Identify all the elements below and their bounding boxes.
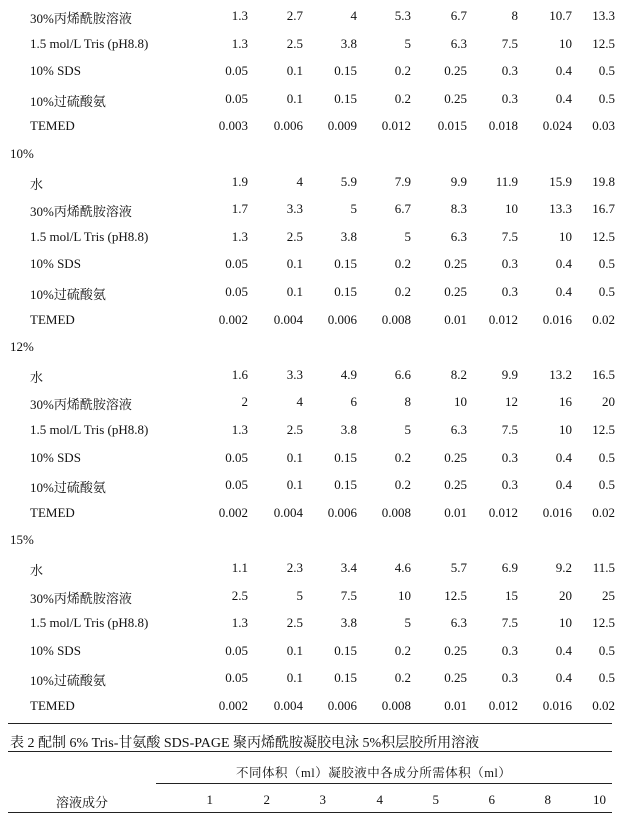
value-cell: 3.8 — [340, 228, 357, 244]
value-cell: 10 — [398, 587, 411, 603]
value-cell: 0.05 — [225, 256, 248, 272]
value-cell: 5 — [296, 587, 303, 603]
component-label: 10%过硫酸氨 — [30, 93, 106, 109]
value-cell: 2.7 — [286, 8, 303, 23]
value-cell: 6 — [350, 394, 357, 410]
value-cell: 3.8 — [340, 422, 357, 437]
value-cell: 0.3 — [501, 284, 518, 299]
component-label: 10%过硫酸氨 — [30, 480, 106, 496]
volume-span-header: 不同体积（ml）凝胶液中各成分所需体积（ml） — [236, 766, 512, 780]
table2-caption: 表 2 配制 6% Tris-甘氨酸 SDS-PAGE 聚丙烯酰胺凝胶电泳 5%积层胶所用溶液 — [10, 736, 480, 751]
value-cell: 0.2 — [394, 670, 411, 686]
value-cell: 4.9 — [340, 366, 357, 382]
value-cell: 0.15 — [334, 670, 357, 686]
value-cell: 0.002 — [218, 504, 248, 520]
value-cell: 9.9 — [450, 173, 467, 189]
value-cell: 0.5 — [598, 90, 615, 106]
value-cell: 0.01 — [444, 311, 467, 327]
value-cell: 8.2 — [450, 366, 467, 382]
value-cell: 2.5 — [286, 35, 303, 51]
component-label: TEMED — [30, 504, 75, 520]
value-cell: 0.1 — [286, 284, 303, 299]
value-cell: 0.4 — [555, 670, 572, 686]
value-cell: 12.5 — [592, 228, 615, 244]
value-cell: 1.3 — [231, 228, 248, 244]
component-label: 10%过硫酸氨 — [30, 287, 106, 302]
value-cell: 16 — [559, 394, 572, 410]
value-cell: 10 — [559, 615, 572, 631]
table-row — [0, 666, 633, 694]
value-cell: 6.3 — [450, 35, 467, 51]
table-row — [0, 252, 633, 280]
value-cell: 5.7 — [450, 560, 467, 575]
value-cell: 1.7 — [231, 201, 248, 217]
value-cell: 7.5 — [501, 615, 518, 631]
table-row — [0, 418, 633, 446]
table-row — [0, 473, 633, 501]
value-cell: 0.02 — [592, 504, 615, 520]
component-label: 水 — [30, 369, 44, 385]
value-cell: 0.05 — [225, 477, 248, 493]
component-label: 水 — [30, 563, 44, 578]
value-cell: 0.4 — [555, 63, 572, 79]
table2-header-rule — [156, 783, 612, 784]
value-cell: 0.01 — [444, 504, 467, 520]
table-row — [0, 4, 633, 32]
value-cell: 5 — [350, 201, 357, 217]
value-cell: 0.1 — [286, 90, 303, 106]
value-cell: 0.004 — [273, 698, 303, 713]
value-cell: 0.15 — [334, 642, 357, 658]
value-cell: 2.5 — [231, 587, 248, 603]
component-label: 30%丙烯酰胺溶液 — [30, 397, 132, 413]
value-cell: 0.4 — [555, 477, 572, 493]
value-cell: 19.8 — [592, 173, 615, 189]
value-cell: 0.003 — [218, 118, 248, 134]
component-label: 1.5 mol/L Tris (pH8.8) — [30, 228, 149, 244]
value-cell: 5 — [404, 615, 411, 631]
table-row — [0, 390, 633, 418]
value-cell: 0.015 — [437, 118, 467, 134]
value-cell: 9.9 — [501, 366, 518, 382]
value-cell: 9.2 — [555, 560, 572, 575]
value-cell: 8 — [404, 394, 411, 410]
value-cell: 0.5 — [598, 477, 615, 493]
value-cell: 0.002 — [218, 698, 248, 713]
component-label: 30%丙烯酰胺溶液 — [30, 204, 132, 220]
value-cell: 0.3 — [501, 90, 518, 106]
table-row — [0, 694, 633, 722]
value-cell: 16.7 — [592, 201, 615, 217]
value-cell: 0.4 — [555, 284, 572, 299]
volume-column-header: 5 — [432, 792, 439, 807]
value-cell: 10 — [454, 394, 467, 410]
value-cell: 6.9 — [501, 560, 518, 575]
value-cell: 0.006 — [273, 118, 303, 134]
value-cell: 4 — [296, 173, 303, 189]
table-row — [0, 59, 633, 87]
value-cell: 0.1 — [286, 477, 303, 493]
value-cell: 1.3 — [231, 8, 248, 23]
value-cell: 0.5 — [598, 670, 615, 686]
table-row — [0, 584, 633, 612]
value-cell: 0.004 — [273, 311, 303, 327]
component-label: TEMED — [30, 118, 75, 134]
value-cell: 0.3 — [501, 670, 518, 686]
value-cell: 1.9 — [231, 173, 248, 189]
value-cell: 3.8 — [340, 615, 357, 631]
value-cell: 0.25 — [444, 477, 467, 493]
volume-column-header: 2 — [263, 792, 270, 807]
value-cell: 2.3 — [286, 560, 303, 575]
component-label: 10% SDS — [30, 63, 81, 79]
group-label: 12% — [10, 339, 34, 355]
value-cell: 7.5 — [501, 228, 518, 244]
value-cell: 0.05 — [225, 642, 248, 658]
value-cell: 10 — [559, 35, 572, 51]
value-cell: 13.3 — [592, 8, 615, 23]
value-cell: 13.3 — [549, 201, 572, 217]
value-cell: 0.15 — [334, 63, 357, 79]
value-cell: 0.2 — [394, 449, 411, 465]
component-label: 10%过硫酸氨 — [30, 673, 106, 689]
value-cell: 15 — [505, 587, 518, 603]
value-cell: 11.5 — [592, 560, 615, 575]
component-label: 10% SDS — [30, 642, 81, 658]
value-cell: 0.002 — [218, 311, 248, 327]
value-cell: 12.5 — [592, 35, 615, 51]
value-cell: 0.024 — [542, 118, 572, 134]
value-cell: 1.3 — [231, 422, 248, 437]
value-cell: 6.7 — [394, 201, 411, 217]
value-cell: 0.1 — [286, 63, 303, 79]
value-cell: 0.012 — [488, 504, 518, 520]
value-cell: 0.012 — [381, 118, 411, 134]
value-cell: 0.016 — [542, 698, 572, 713]
value-cell: 0.012 — [488, 698, 518, 713]
value-cell: 4.6 — [394, 560, 411, 575]
value-cell: 4 — [296, 394, 303, 410]
table-row — [0, 639, 633, 667]
value-cell: 0.008 — [381, 504, 411, 520]
table-row — [0, 170, 633, 198]
value-cell: 5 — [404, 35, 411, 51]
table-row — [0, 280, 633, 308]
value-cell: 0.5 — [598, 284, 615, 299]
value-cell: 3.8 — [340, 35, 357, 51]
table-row — [0, 87, 633, 115]
value-cell: 6.3 — [450, 615, 467, 631]
value-cell: 10 — [559, 422, 572, 437]
component-label: 30%丙烯酰胺溶液 — [30, 590, 132, 606]
value-cell: 1.3 — [231, 615, 248, 631]
group-label: 10% — [10, 146, 34, 161]
table-bottom-rule — [8, 723, 612, 724]
value-cell: 7.5 — [340, 587, 357, 603]
value-cell: 0.2 — [394, 90, 411, 106]
value-cell: 0.05 — [225, 670, 248, 686]
value-cell: 0.05 — [225, 449, 248, 465]
value-cell: 10 — [559, 228, 572, 244]
component-header: 溶液成分 — [56, 795, 109, 810]
value-cell: 0.3 — [501, 477, 518, 493]
value-cell: 0.016 — [542, 311, 572, 327]
table-row — [0, 446, 633, 474]
volume-column-header: 3 — [319, 792, 326, 807]
value-cell: 0.008 — [381, 311, 411, 327]
gel-percentage-group-row — [0, 142, 633, 170]
value-cell: 7.5 — [501, 35, 518, 51]
value-cell: 0.02 — [592, 698, 615, 713]
value-cell: 0.02 — [592, 311, 615, 327]
value-cell: 0.5 — [598, 642, 615, 658]
volume-column-header: 4 — [376, 792, 383, 807]
value-cell: 0.15 — [334, 90, 357, 106]
value-cell: 4 — [350, 8, 357, 23]
value-cell: 0.004 — [273, 504, 303, 520]
value-cell: 0.1 — [286, 670, 303, 686]
value-cell: 10 — [505, 201, 518, 217]
value-cell: 6.3 — [450, 228, 467, 244]
value-cell: 0.016 — [542, 504, 572, 520]
component-label: 30%丙烯酰胺溶液 — [30, 11, 132, 26]
component-label: 水 — [30, 176, 44, 192]
table2-column-rule — [8, 812, 612, 813]
value-cell: 20 — [559, 587, 572, 603]
component-label: 10% SDS — [30, 256, 81, 272]
value-cell: 0.4 — [555, 642, 572, 658]
value-cell: 7.5 — [501, 422, 518, 437]
volume-column-header: 8 — [544, 792, 551, 807]
volume-column-header: 1 — [206, 792, 213, 807]
component-label: 1.5 mol/L Tris (pH8.8) — [30, 615, 149, 631]
value-cell: 6.7 — [450, 8, 467, 23]
value-cell: 0.009 — [327, 118, 357, 134]
component-label: 1.5 mol/L Tris (pH8.8) — [30, 35, 149, 51]
value-cell: 16.5 — [592, 366, 615, 382]
component-label: TEMED — [30, 698, 75, 713]
value-cell: 0.1 — [286, 256, 303, 272]
value-cell: 2.5 — [286, 615, 303, 631]
value-cell: 0.006 — [327, 698, 357, 713]
table2-top-rule — [8, 751, 612, 752]
value-cell: 12.5 — [444, 587, 467, 603]
value-cell: 0.006 — [327, 311, 357, 327]
value-cell: 6.3 — [450, 422, 467, 437]
table-row — [0, 363, 633, 391]
table-row — [0, 611, 633, 639]
value-cell: 0.3 — [501, 256, 518, 272]
value-cell: 11.9 — [495, 173, 518, 189]
value-cell: 8 — [511, 8, 518, 23]
value-cell: 0.15 — [334, 256, 357, 272]
value-cell: 0.5 — [598, 449, 615, 465]
value-cell: 0.4 — [555, 256, 572, 272]
value-cell: 0.5 — [598, 63, 615, 79]
gel-percentage-group-row — [0, 335, 633, 363]
volume-column-header: 10 — [593, 792, 606, 807]
value-cell: 13.2 — [549, 366, 572, 382]
volume-column-header: 6 — [488, 792, 495, 807]
value-cell: 7.9 — [394, 173, 411, 189]
value-cell: 12.5 — [592, 422, 615, 437]
value-cell: 0.25 — [444, 670, 467, 686]
value-cell: 0.25 — [444, 449, 467, 465]
value-cell: 1.6 — [231, 366, 248, 382]
value-cell: 0.2 — [394, 284, 411, 299]
value-cell: 5 — [404, 228, 411, 244]
value-cell: 25 — [602, 587, 615, 603]
component-label: TEMED — [30, 311, 75, 327]
value-cell: 2.5 — [286, 422, 303, 437]
value-cell: 0.3 — [501, 63, 518, 79]
value-cell: 0.15 — [334, 284, 357, 299]
group-label: 15% — [10, 532, 34, 548]
table-row — [0, 32, 633, 60]
value-cell: 0.01 — [444, 698, 467, 713]
value-cell: 10.7 — [549, 8, 572, 23]
table-row — [0, 308, 633, 336]
value-cell: 5.3 — [394, 8, 411, 23]
value-cell: 0.05 — [225, 90, 248, 106]
value-cell: 0.018 — [488, 118, 518, 134]
value-cell: 0.2 — [394, 477, 411, 493]
value-cell: 15.9 — [549, 173, 572, 189]
value-cell: 0.25 — [444, 256, 467, 272]
table-row — [0, 556, 633, 584]
value-cell: 0.2 — [394, 63, 411, 79]
value-cell: 0.25 — [444, 642, 467, 658]
value-cell: 2 — [241, 394, 248, 410]
value-cell: 0.4 — [555, 449, 572, 465]
value-cell: 0.3 — [501, 449, 518, 465]
value-cell: 2.5 — [286, 228, 303, 244]
value-cell: 0.012 — [488, 311, 518, 327]
value-cell: 3.3 — [286, 366, 303, 382]
table-row — [0, 225, 633, 253]
value-cell: 3.3 — [286, 201, 303, 217]
value-cell: 0.2 — [394, 642, 411, 658]
value-cell: 0.5 — [598, 256, 615, 272]
value-cell: 0.03 — [592, 118, 615, 134]
value-cell: 1.1 — [231, 560, 248, 575]
value-cell: 0.05 — [225, 63, 248, 79]
table-row — [0, 501, 633, 529]
value-cell: 0.05 — [225, 284, 248, 299]
value-cell: 0.25 — [444, 63, 467, 79]
value-cell: 0.008 — [381, 698, 411, 713]
value-cell: 0.15 — [334, 449, 357, 465]
table-row — [0, 197, 633, 225]
value-cell: 0.2 — [394, 256, 411, 272]
component-label: 1.5 mol/L Tris (pH8.8) — [30, 422, 149, 437]
value-cell: 5.9 — [340, 173, 357, 189]
value-cell: 5 — [404, 422, 411, 437]
component-label: 10% SDS — [30, 449, 81, 465]
value-cell: 0.1 — [286, 449, 303, 465]
gel-percentage-group-row — [0, 528, 633, 556]
value-cell: 0.15 — [334, 477, 357, 493]
value-cell: 12.5 — [592, 615, 615, 631]
value-cell: 20 — [602, 394, 615, 410]
value-cell: 0.25 — [444, 90, 467, 106]
table-row — [0, 114, 633, 142]
value-cell: 0.4 — [555, 90, 572, 106]
value-cell: 1.3 — [231, 35, 248, 51]
value-cell: 0.25 — [444, 284, 467, 299]
value-cell: 0.1 — [286, 642, 303, 658]
value-cell: 0.3 — [501, 642, 518, 658]
value-cell: 12 — [505, 394, 518, 410]
value-cell: 0.006 — [327, 504, 357, 520]
value-cell: 8.3 — [450, 201, 467, 217]
value-cell: 6.6 — [394, 366, 411, 382]
value-cell: 3.4 — [340, 560, 357, 575]
